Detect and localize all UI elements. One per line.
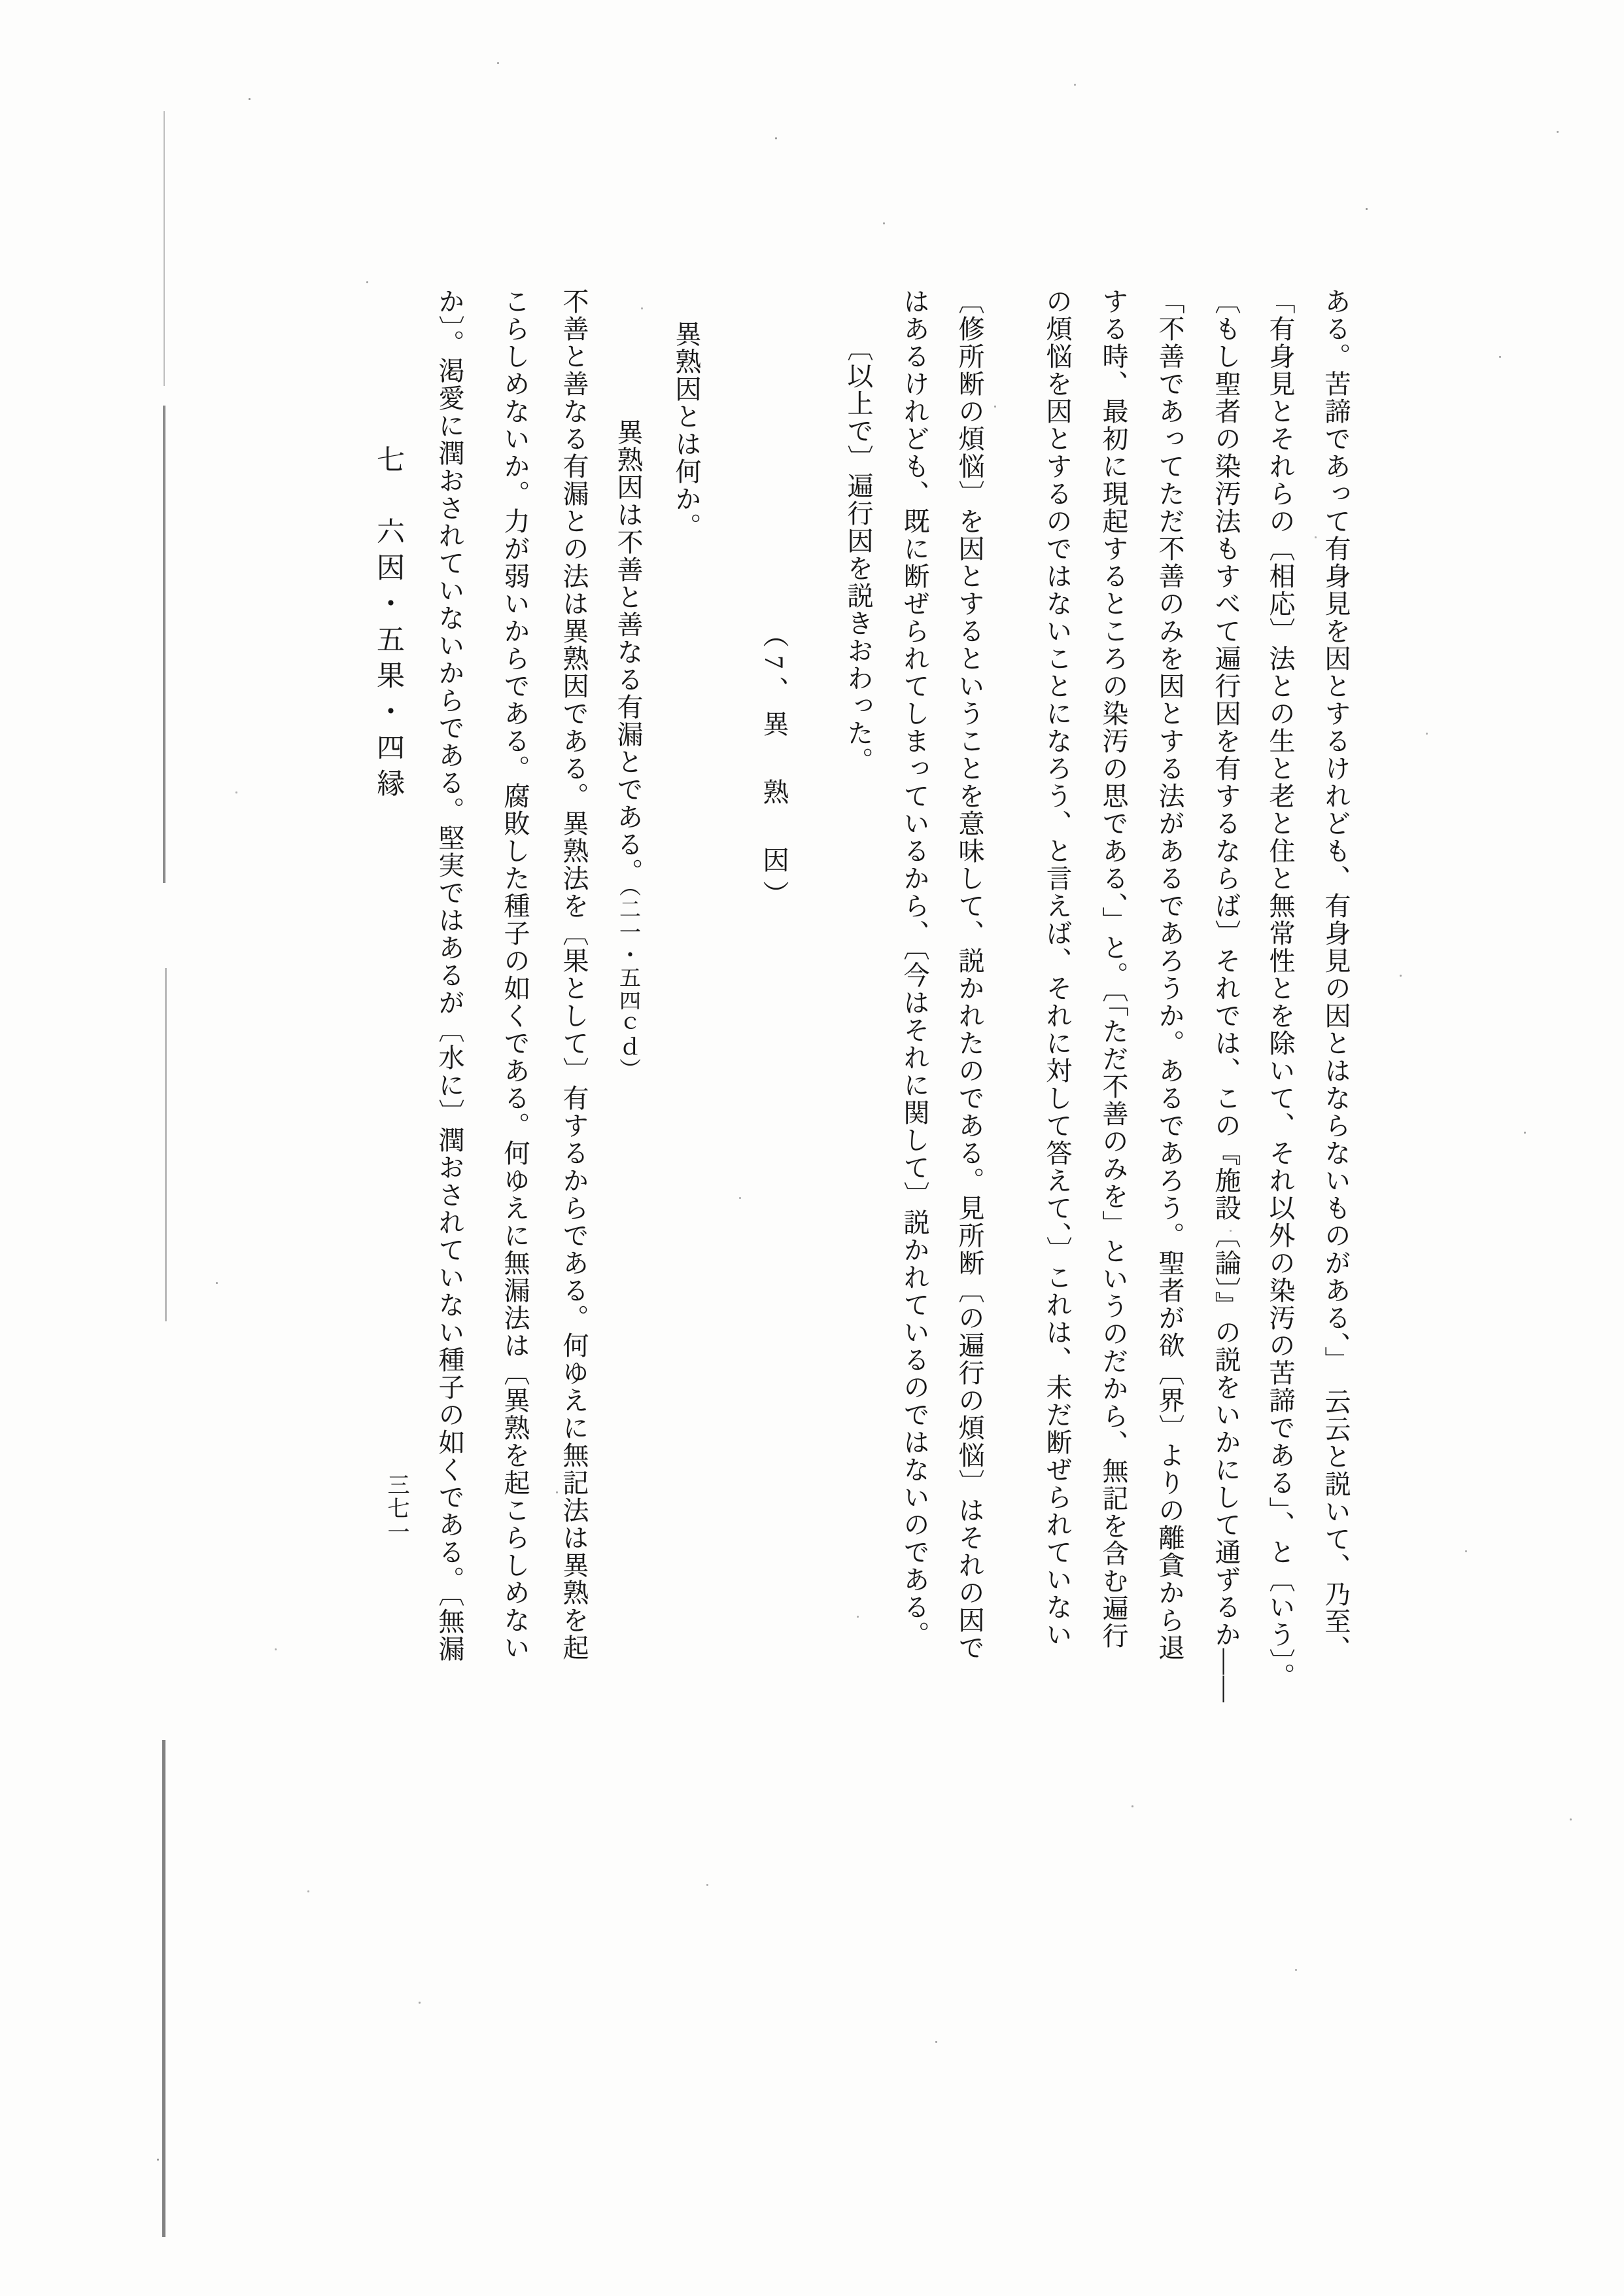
verse-column <box>613 419 643 1081</box>
text-column-7: 〔修所断の煩悩〕を因とするということを意味して、説かれたのである。見所断〔の遍行の煩悩〕はそれの因で <box>955 288 984 1661</box>
scan-artifact <box>164 111 165 386</box>
question-column: 異熟因とは何か。 <box>672 321 701 540</box>
scan-artifact <box>162 1740 165 2237</box>
text-column-9: 〔以上で〕遍行因を説きおわった。 <box>844 335 873 774</box>
text-column-13: こらしめないか。力が弱いからである。腐敗した種子の如くである。何ゆえに無漏法は〔異熟を起こらしめない <box>500 288 530 1661</box>
text-column-5: する時、最初に現起するところの染汚の思である、」と。〔「ただ不善のみを」というのだから、無記を含む遍行 <box>1099 288 1128 1650</box>
paper-noise <box>0 0 2 2</box>
text-column-4: 「不善であってただ不善のみを因とする法があるであろうか。あるであろう。聖者が欲〔界〕よりの離貪から退 <box>1155 288 1184 1661</box>
text-column-14: か〕。渇愛に潤おされていないからである。堅実ではあるが〔水に〕潤おされていない種子の如くである。〔無漏 <box>435 288 464 1663</box>
text-column-1: ある。苦諦であって有身見を因とするけれども、有身見の因とはならないものがある、」 云云と説いて、乃至、 <box>1321 288 1351 1663</box>
verse-reference: （二一・五四ｃｄ） <box>616 886 640 1081</box>
scan-artifact <box>163 406 165 883</box>
text-column-3: 〔もし聖者の染汚法もすべて遍行因を有するならば〕それでは、この『施設〔論〕』の説をいかにして通ずるか―― <box>1211 288 1241 1703</box>
section-heading: （7、異 熟 因） <box>759 621 789 914</box>
page-number: 三七一 <box>384 1473 408 1544</box>
verse-text: 異熟因は不善と善なる有漏とである。 <box>613 419 643 886</box>
scan-artifact <box>165 968 167 1321</box>
text-column-2: 「有身見とそれらの〔相応〕法との生と老と住と無常性とを除いて、それ以外の染汚の苦諦である」、と〔いう〕。 <box>1266 288 1295 1690</box>
text-column-6: の煩悩を因とするのではないことになろう、と言えば、それに対して答えて、〕これは、未だ断ぜられていない <box>1043 288 1072 1648</box>
running-title: 七 六因・五果・四縁 <box>373 445 404 805</box>
text-column-8: はあるけれども、既に断ぜられてしまっているから、〔今はそれに関して〕説かれているのではないのである。 <box>900 288 929 1648</box>
text-column-12: 不善と善なる有漏との法は異熟因である。異熟法を〔果として〕有するからである。何ゆえに無記法は異熟を起 <box>559 288 589 1661</box>
